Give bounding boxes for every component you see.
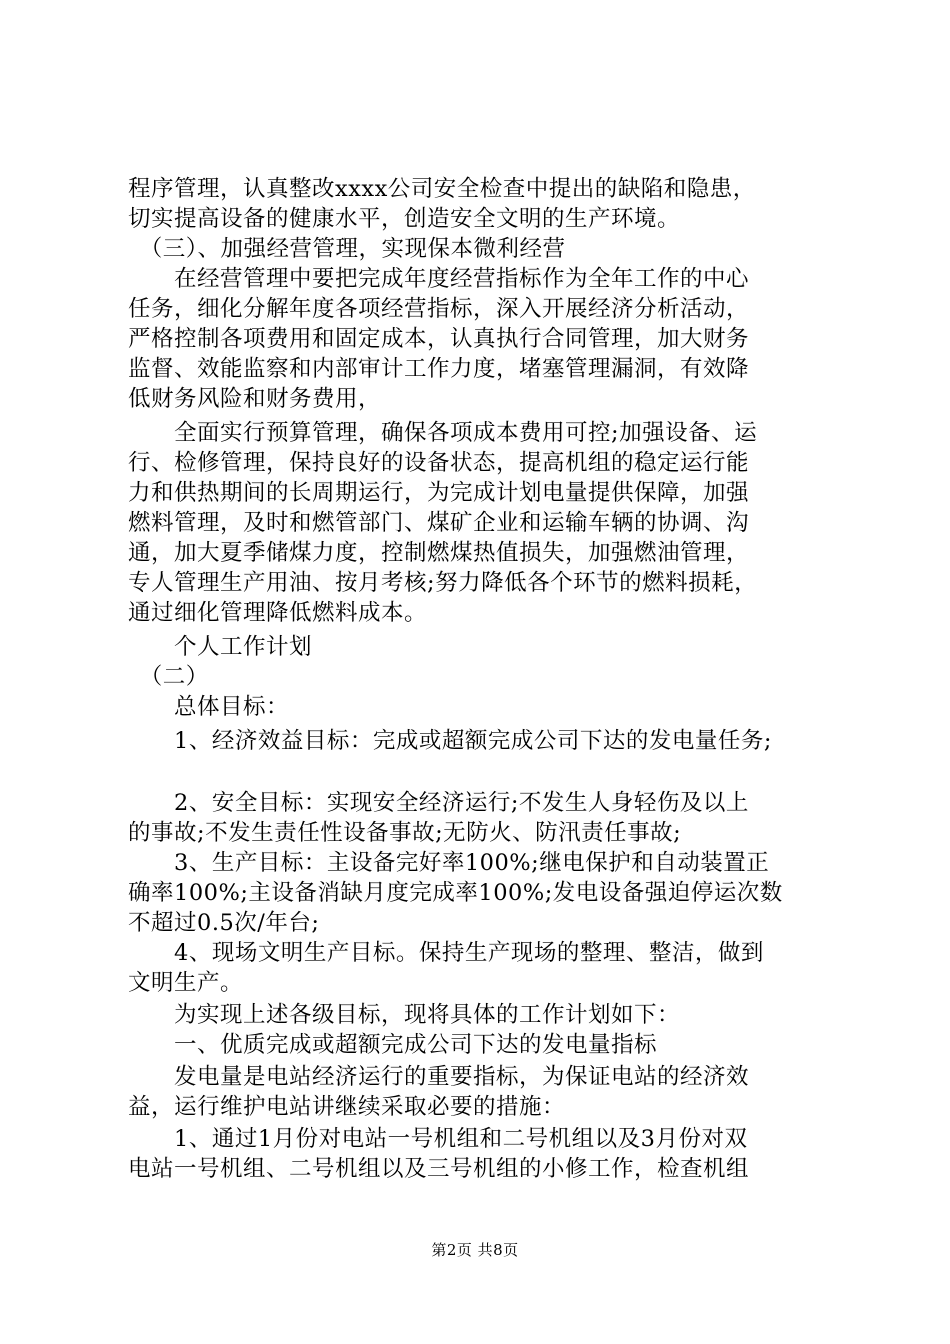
body-line-15: 通过细化管理降低燃料成本。 [128, 600, 428, 626]
plan-title: 个人工作计划 [128, 634, 313, 660]
goals-heading: 总体目标： [128, 694, 290, 720]
goal-safety-1: 2、安全目标：实现安全经济运行;不发生人身轻伤及以上 [128, 790, 749, 816]
body-line-2: 切实提高设备的健康水平，创造安全文明的生产环境。 [128, 206, 681, 232]
body-line-10: 行、检修管理，保持良好的设备状态，提高机组的稳定运行能 [128, 450, 750, 476]
plan-subtitle: （二） [128, 664, 209, 690]
body-line-33: 电站一号机组、二号机组以及三号机组的小修工作，检查机组 [128, 1156, 750, 1182]
body-line-31: 益，运行维护电站讲继续采取必要的措施： [128, 1094, 566, 1120]
body-line-8: 低财务风险和财务费用， [128, 386, 382, 412]
goal-safety-2: 的事故;不发生责任性设备事故;无防火、防汛责任事故; [128, 820, 682, 846]
goal-civilized-2: 文明生产。 [128, 970, 244, 996]
body-line-7: 监督、效能监察和内部审计工作力度，堵塞管理漏洞，有效降 [128, 356, 750, 382]
body-line-32: 1、通过1月份对电站一号机组和二号机组以及3月份对双 [128, 1126, 748, 1152]
body-line-9: 全面实行预算管理，确保各项成本费用可控;加强设备、运 [128, 420, 758, 446]
plan-intro: 为实现上述各级目标，现将具体的工作计划如下： [128, 1002, 681, 1028]
goal-economic: 1、经济效益目标：完成或超额完成公司下达的发电量任务; [128, 728, 772, 754]
body-line-5: 任务，细化分解年度各项经营指标，深入开展经济分析活动， [128, 296, 750, 322]
body-line-4: 在经营管理中要把完成年度经营指标作为全年工作的中心 [128, 266, 750, 292]
page-footer: 第2页 共8页 [431, 1241, 519, 1259]
body-line-14: 专人管理生产用油、按月考核;努力降低各个环节的燃料损耗， [128, 570, 758, 596]
body-line-11: 力和供热期间的长周期运行，为完成计划电量提供保障，加强 [128, 480, 750, 506]
goal-civilized-1: 4、现场文明生产目标。保持生产现场的整理、整洁，做到 [128, 940, 764, 966]
body-line-30: 发电量是电站经济运行的重要指标，为保证电站的经济效 [128, 1064, 750, 1090]
body-line-13: 通，加大夏季储煤力度，控制燃煤热值损失，加强燃油管理， [128, 540, 750, 566]
goal-production-3: 不超过0.5次/年台; [128, 910, 320, 936]
body-line-6: 严格控制各项费用和固定成本，认真执行合同管理，加大财务 [128, 326, 750, 352]
section-heading: （三）、加强经营管理，实现保本微利经营 [128, 236, 566, 262]
plan-item-heading: 一、优质完成或超额完成公司下达的发电量指标 [128, 1032, 658, 1058]
goal-production-2: 确率100%;主设备消缺月度完成率100%;发电设备强迫停运次数 [128, 880, 783, 906]
body-line-12: 燃料管理，及时和燃管部门、煤矿企业和运输车辆的协调、沟 [128, 510, 750, 536]
body-line-1: 程序管理，认真整改xxxx公司安全检查中提出的缺陷和隐患， [128, 176, 756, 202]
goal-production-1: 3、生产目标：主设备完好率100%;继电保护和自动装置正 [128, 850, 770, 876]
